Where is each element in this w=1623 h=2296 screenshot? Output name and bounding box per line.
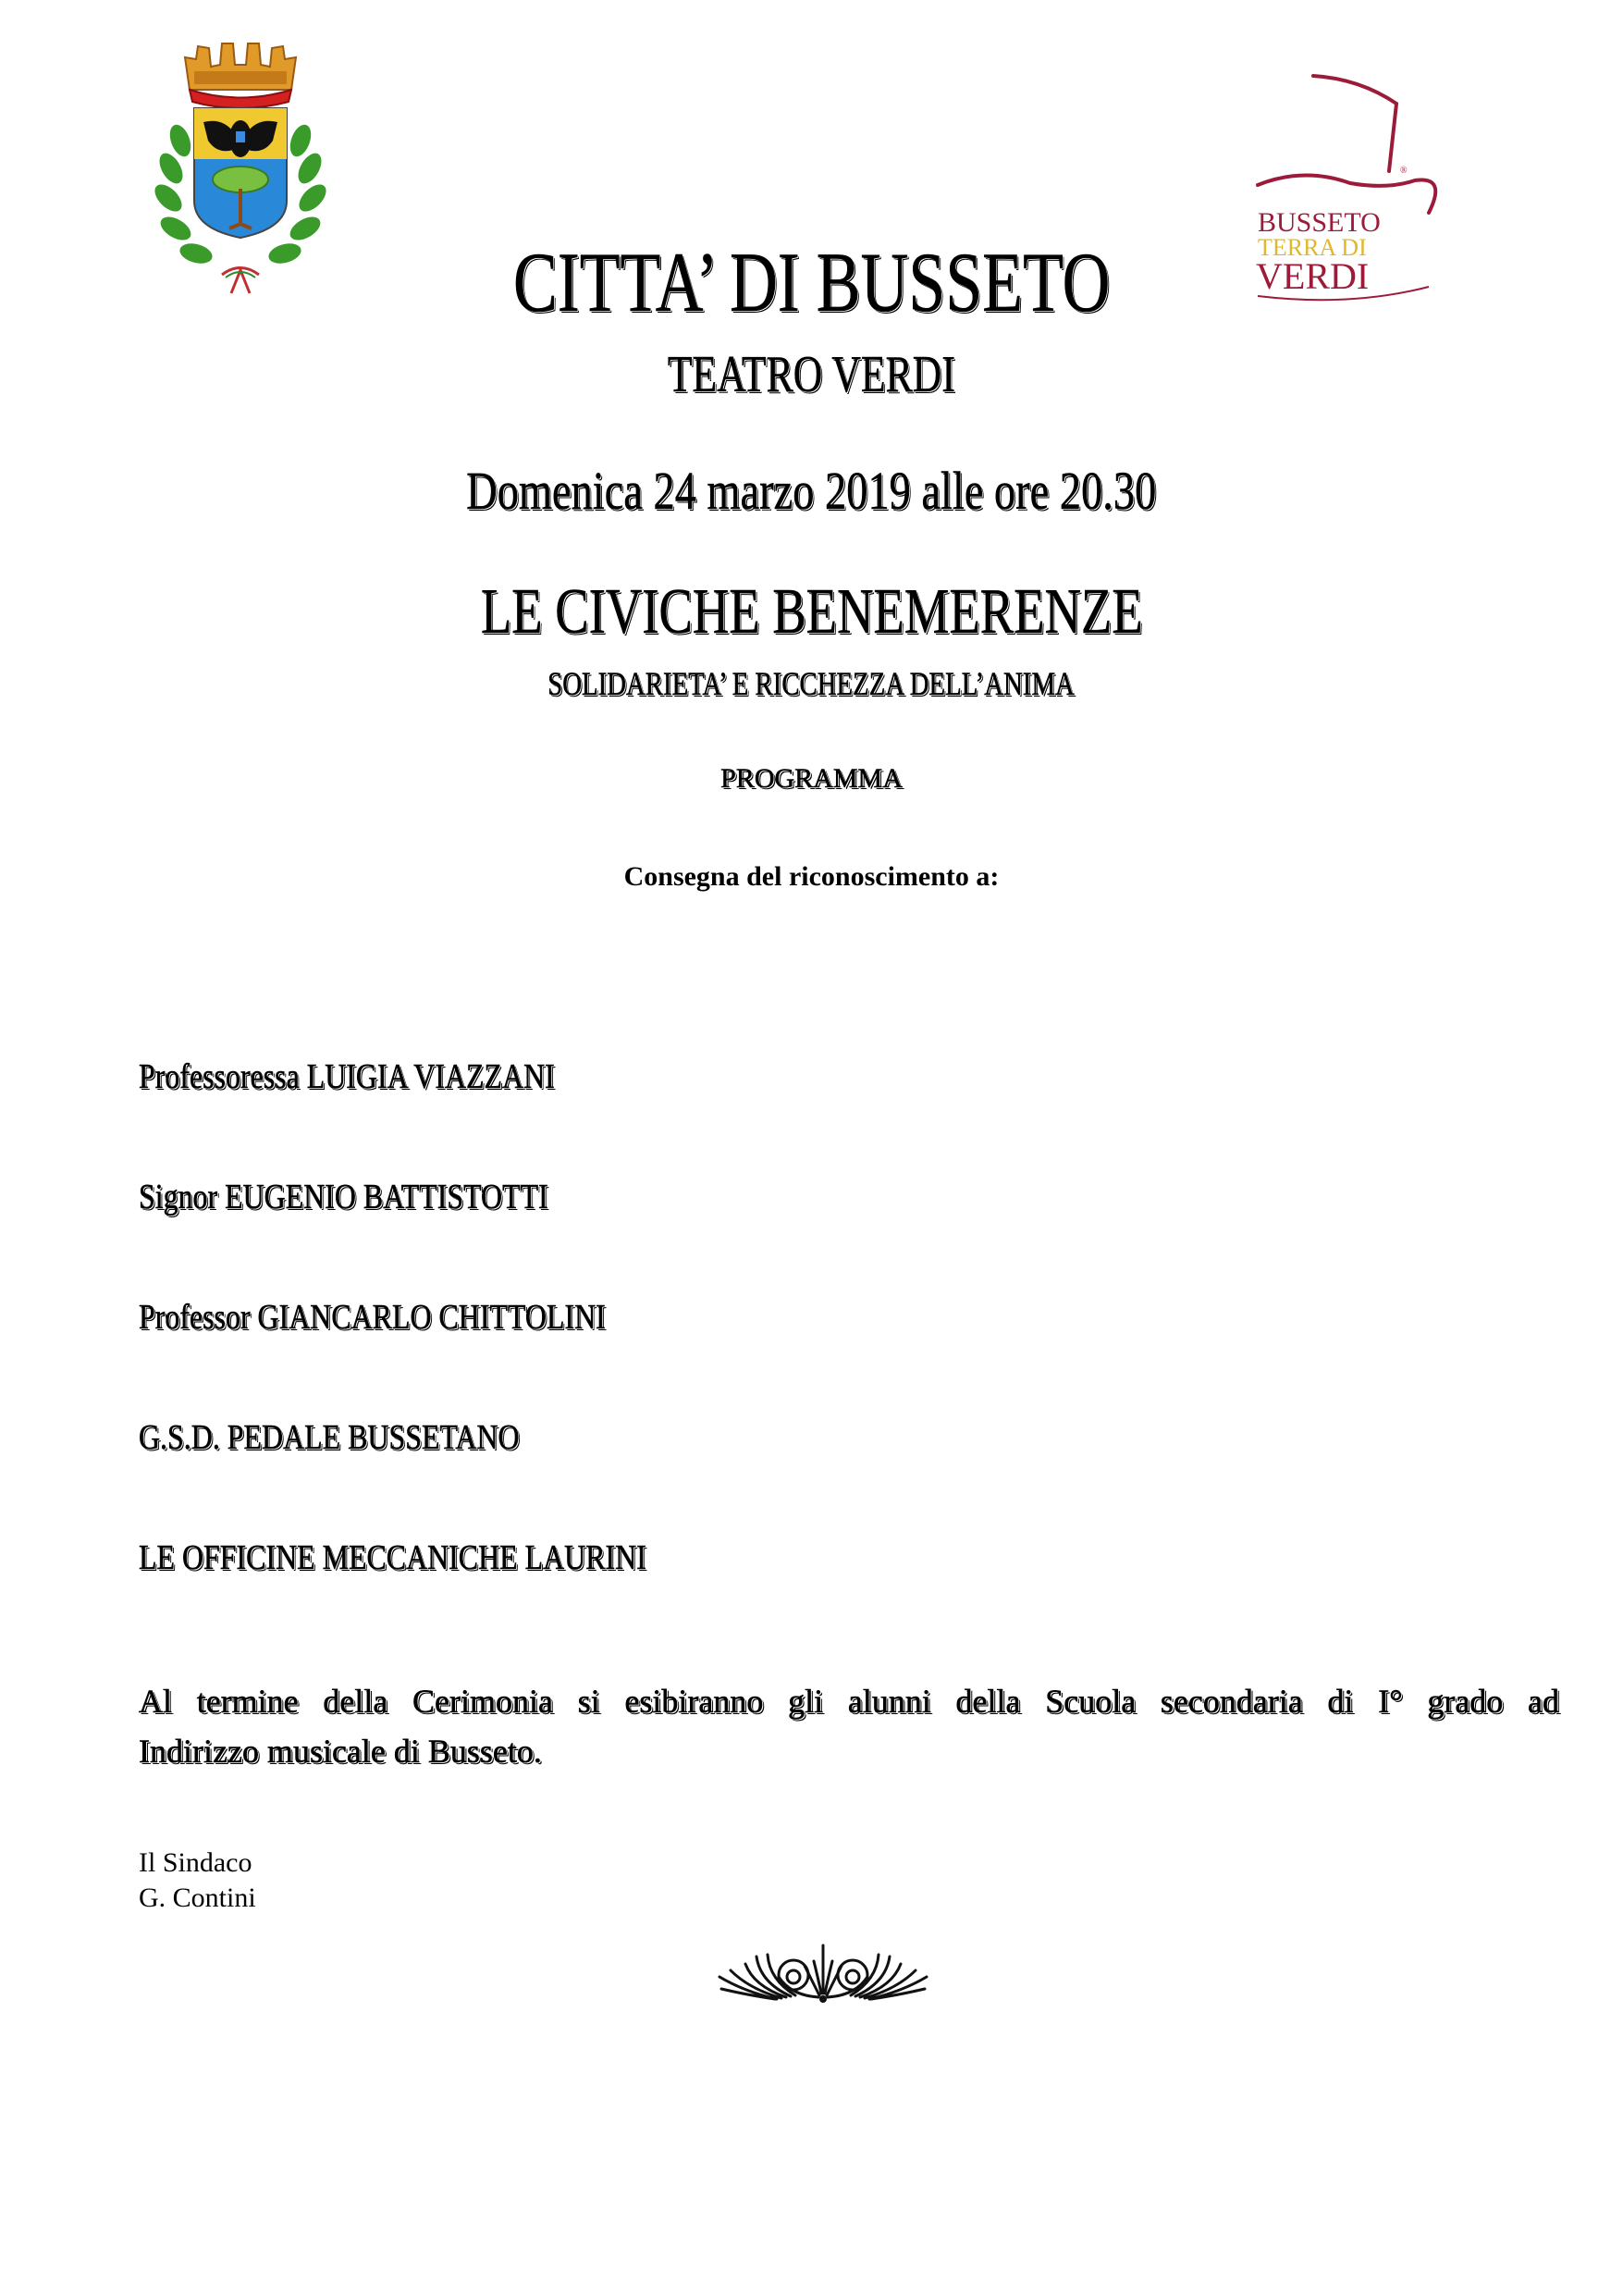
program-label: PROGRAMMA: [720, 763, 903, 794]
crown-icon: [185, 43, 296, 108]
event-title: [0, 574, 1623, 651]
decorative-flourish-icon: [712, 1938, 934, 2007]
logo-line-busseto: BUSSETO: [1258, 207, 1381, 238]
event-datetime: [0, 458, 1623, 525]
recipient-item: G.S.D. PEDALE BUSSETANO: [139, 1418, 520, 1457]
closing-paragraph: [139, 1676, 1559, 1776]
event-subtitle: [0, 662, 1623, 705]
award-intro: Consegna del riconoscimento a:: [623, 861, 1000, 892]
registered-mark: ®: [1400, 166, 1408, 176]
top-hat-icon: [1258, 76, 1435, 213]
recipient-item: LE OFFICINE MECCANICHE LAURINI: [139, 1538, 646, 1577]
closing-line: Indirizzo musicale di Busseto.: [139, 1733, 542, 1770]
recipient-item: Professor GIANCARLO CHITTOLINI: [139, 1298, 606, 1337]
title-text: CITTA’ DI BUSSETO: [512, 235, 1111, 329]
recipient-item: Professoressa LUIGIA VIAZZANI: [139, 1057, 555, 1096]
recipient-item: Signor EUGENIO BATTISTOTTI: [139, 1178, 548, 1216]
signature-role: Il Sindaco: [139, 1847, 252, 1878]
shield-icon: [194, 108, 287, 238]
logo-line-verdi: VERDI: [1256, 255, 1370, 297]
closing-line: Al termine della Cerimonia si esibiranno gli alunni della Scuola secondaria di I° grado ad: [139, 1683, 1559, 1720]
logo-line-terra-di: TERRA DI: [1258, 234, 1367, 261]
datetime-text: Domenica 24 marzo 2019 alle ore 20.30: [466, 461, 1157, 521]
event-title-text: LE CIVICHE BENEMERENZE: [480, 576, 1143, 648]
venue-heading: [0, 342, 1623, 407]
signature-name: G. Contini: [139, 1882, 256, 1913]
signature-block: [139, 1845, 256, 1916]
venue-text: TEATRO VERDI: [667, 346, 955, 403]
event-subtitle-text: SOLIDARIETA’ E RICCHEZZA DELL’ANIMA: [547, 665, 1076, 702]
document-title: [0, 231, 1623, 333]
